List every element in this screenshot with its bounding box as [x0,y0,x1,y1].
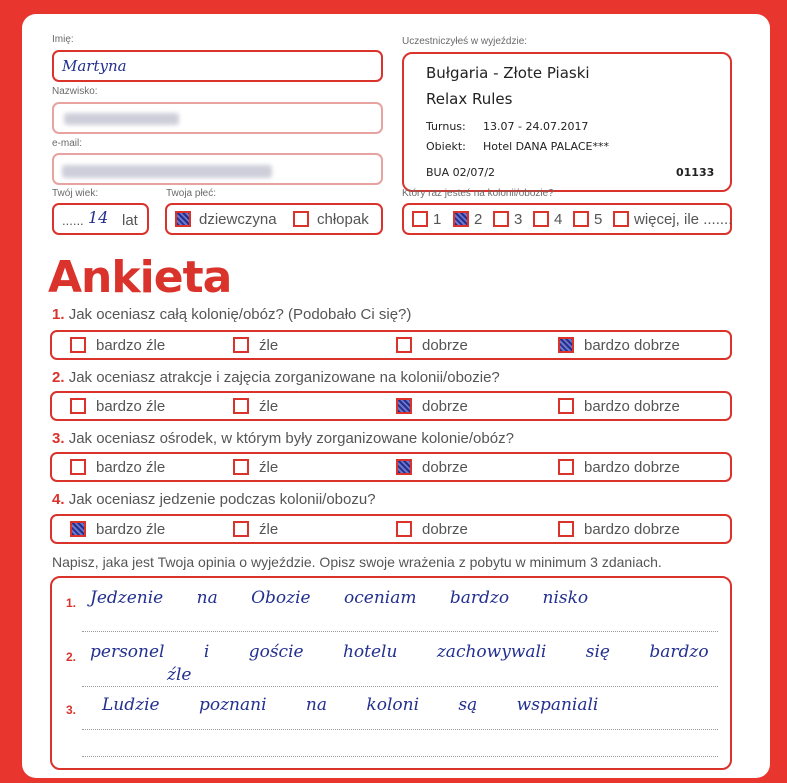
turnus-value: 13.07 - 24.07.2017 [483,120,589,133]
redacted-surname [64,113,179,125]
times-checkbox-5[interactable] [573,211,589,227]
times-checkbox-3[interactable] [493,211,509,227]
q2-checkbox-bad[interactable] [233,398,249,414]
q3-checkbox-bad[interactable] [233,459,249,475]
trip-number: 01133 [676,166,715,179]
q4-checkbox-good[interactable] [396,521,412,537]
q3-option-good: dobrze [422,459,468,476]
sex-option-girl: dziewczyna [199,211,277,228]
q3-option-very-good: bardzo dobrze [584,459,680,476]
q4-option-good: dobrze [422,521,468,538]
q1-checkbox-bad[interactable] [233,337,249,353]
times-option-2: 2 [474,211,483,228]
question-2-text: Jak oceniasz atrakcje i zajęcia zorganizowane na kolonii/obozie? [68,369,500,386]
q2-option-very-good: bardzo dobrze [584,398,680,415]
q1-checkbox-very-bad[interactable] [70,337,86,353]
trip-box [402,52,732,192]
times-field [402,203,732,235]
times-checkbox-more[interactable] [613,211,629,227]
surname-field[interactable] [52,102,383,134]
question-4 [52,491,376,508]
trip-code: BUA 02/07/2 [426,166,496,179]
question-1 [52,306,411,323]
ruled-line [82,631,718,632]
q3-option-bad: źle [259,459,279,476]
q2-checkbox-good[interactable] [396,398,412,414]
q2-option-very-bad: bardzo źle [96,398,166,415]
question-2-number: 2. [52,369,65,386]
answers-row-3 [50,452,732,482]
q3-checkbox-very-bad[interactable] [70,459,86,475]
age-unit: lat [122,212,138,229]
sex-option-boy: chłopak [317,211,369,228]
question-4-text: Jak oceniasz jedzenie podczas kolonii/obozu? [68,491,376,508]
name-value: Martyna [62,57,127,75]
q2-checkbox-very-bad[interactable] [70,398,86,414]
times-checkbox-4[interactable] [533,211,549,227]
q4-option-very-bad: bardzo źle [96,521,166,538]
q1-option-very-bad: bardzo źle [96,337,166,354]
opinion-box[interactable] [50,576,732,770]
question-3-number: 3. [52,430,65,447]
name-label: Imię: [52,34,74,45]
sex-checkbox-boy[interactable] [293,211,309,227]
q3-checkbox-very-good[interactable] [558,459,574,475]
redacted-email [62,165,272,178]
survey-title: Ankieta [48,252,232,303]
answers-row-4 [50,514,732,544]
email-label: e-mail: [52,138,83,149]
opinion-line-3-text: Ludzie poznani na koloni są wspaniali [102,695,599,715]
ruled-line [82,686,718,687]
q4-option-very-good: bardzo dobrze [584,521,680,538]
q2-checkbox-very-good[interactable] [558,398,574,414]
q4-option-bad: źle [259,521,279,538]
q3-checkbox-good[interactable] [396,459,412,475]
times-option-more: więcej, ile ....... [634,211,733,228]
q2-option-bad: źle [259,398,279,415]
trip-destination: Bułgaria - Złote Piaski [426,64,590,82]
opinion-line-1-text: Jedzenie na Obozie oceniam bardzo nisko [90,588,589,608]
question-4-number: 4. [52,491,65,508]
email-field[interactable] [52,153,383,185]
times-option-3: 3 [514,211,523,228]
q1-option-bad: źle [259,337,279,354]
survey-form [22,14,770,778]
times-checkbox-1[interactable] [412,211,428,227]
surname-label: Nazwisko: [52,86,98,97]
sex-label: Twoja płeć: [166,188,217,199]
times-option-5: 5 [594,211,603,228]
question-3 [52,430,514,447]
age-value: 14 [88,208,109,227]
object-value: Hotel DANA PALACE*** [483,140,609,153]
trip-label: Uczestniczyłeś w wyjeździe: [402,36,528,47]
opinion-line-1-number: 1. [66,596,77,610]
sex-field [165,203,383,235]
opinion-line-2-continuation: źle [167,665,192,685]
age-label: Twój wiek: [52,188,99,199]
q3-option-very-bad: bardzo źle [96,459,166,476]
question-1-number: 1. [52,306,65,323]
q1-checkbox-very-good[interactable] [558,337,574,353]
q4-checkbox-very-bad[interactable] [70,521,86,537]
q4-checkbox-bad[interactable] [233,521,249,537]
question-2 [52,369,500,386]
trip-program: Relax Rules [426,90,513,108]
q1-option-good: dobrze [422,337,468,354]
sex-checkbox-girl[interactable] [175,211,191,227]
question-3-text: Jak oceniasz ośrodek, w którym były zorganizowane kolonie/obóz? [68,430,514,447]
times-option-1: 1 [433,211,442,228]
opinion-prompt: Napisz, jaka jest Twoja opinia o wyjeździe. Opisz swoje wrażenia z pobytu w minimum 3 zdaniach. [52,554,662,570]
ruled-line [82,729,718,730]
answers-row-2 [50,391,732,421]
opinion-line-3-number: 3. [66,703,77,717]
times-checkbox-2[interactable] [453,211,469,227]
answers-row-1 [50,330,732,360]
times-option-4: 4 [554,211,563,228]
q4-checkbox-very-good[interactable] [558,521,574,537]
age-field[interactable] [52,203,149,235]
opinion-line-2-number: 2. [66,650,77,664]
times-label: Który raz jesteś na kolonii/obozie? [402,188,554,199]
q2-option-good: dobrze [422,398,468,415]
q1-option-very-good: bardzo dobrze [584,337,680,354]
turnus-label: Turnus: [426,120,466,133]
ruled-line [82,756,718,757]
q1-checkbox-good[interactable] [396,337,412,353]
age-dots: ...... [62,213,84,228]
question-1-text: Jak oceniasz całą kolonię/obóz? (Podobało Ci się?) [68,306,412,323]
name-field[interactable] [52,50,383,82]
opinion-line-2-text: personel i goście hotelu zachowywali się bardzo [90,642,709,662]
object-label: Obiekt: [426,140,466,153]
